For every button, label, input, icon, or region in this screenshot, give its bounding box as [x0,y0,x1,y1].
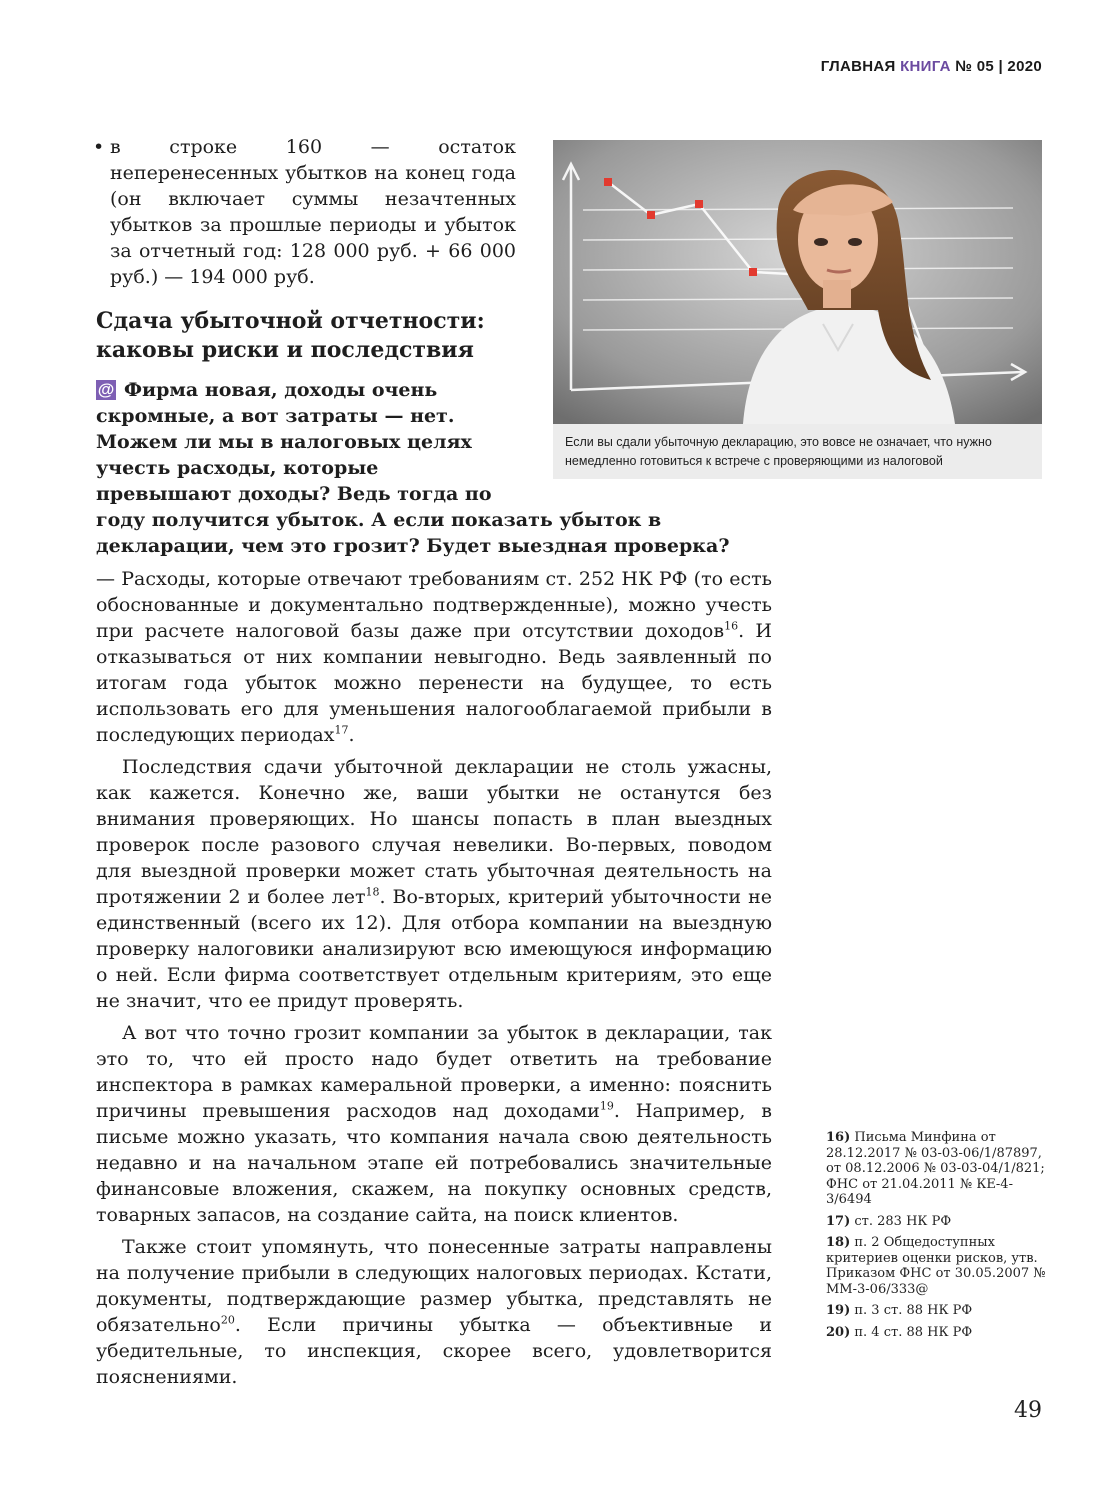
email-at-icon: @ [97,380,115,399]
answer-paragraph: Также стоит упомянуть, что понесенные затраты направлены на получение прибыли в следующих налоговых периодах. Кстати, документы, подтверждающие размер убытка, представлять не обязательно$^{20}$. Если причины убытка — объективные и убедительные, то инспекция, скорее всего, удовлетворится пояснениями. [96,1236,772,1388]
footnote-item: 19) п. 3 ст. 88 НК РФ [826,1303,973,1318]
bullet-marker: • [93,136,105,158]
bullet-item [93,134,516,290]
photo-figure [553,140,1042,480]
footnote-item: 18) п. 2 Общедоступных критериев оценки рисков, утв. Приказом ФНС от 30.05.2007 № ММ-3-06/333@ [826,1235,1046,1297]
page-number: 49 [1014,1398,1042,1423]
footnote-ref[interactable]: 18 [365,885,380,899]
magazine-title-accent: КНИГА [900,58,951,75]
footnote-item: 16) Письма Минфина от 28.12.2017 № 03-03-06/1/87897, от 08.12.2006 № 03-03-04/1/821; ФНС от 21.04.2011 № КЕ-4-3/6494 [826,1130,1045,1207]
photo-stressed-woman [553,140,1042,424]
footnotes [826,1130,1056,1346]
bullet-text: в строке 160 — остаток неперенесенных убытков на конец года (он включает суммы незачтенных убытков за прошлые периоды и убыток за отчетный год: 128 000 руб. + 66 000 руб.) — 194 000 руб. [110,136,516,288]
section-title-line: Сдача убыточной отчетности: [96,308,485,334]
answer-paragraph: — Расходы, которые отвечают требованиям ст. 252 НК РФ (то есть обоснованные и документально подтвержденные), можно учесть при расчете налоговой базы даже при отсутствии доходов$^{16}$. И отказываться от них компании невыгодно. Ведь заявленный по итогам года убыток можно перенести на будущее, то есть использовать его для уменьшения налогооблагаемой прибыли в последующих периодах$^{17}$. [96,568,772,746]
magazine-title: ГЛАВНАЯ [820,58,901,75]
section-title-line: каковы риски и последствия [96,337,474,363]
footnote-item: 17) ст. 283 НК РФ [826,1213,952,1229]
issue-number: № 05 | 2020 [950,58,1042,75]
photo-caption: Если вы сдали убыточную декларацию, это вовсе не означает, что нужно немедленно готовиться к встрече с проверяющими из налоговой [553,424,1042,479]
footnote-ref[interactable]: 19 [599,1099,614,1113]
section-title [96,307,516,365]
answer-paragraph: Последствия сдачи убыточной декларации не столь ужасны, как кажется. Конечно же, ваши убытки не останутся без внимания проверяющих. Но шансы попасть в план выездных проверок после разового случая невелики. Во-первых, поводом для выездной проверки может стать убыточная деятельность на протяжении 2 и более лет$^{18}$. Во-вторых, критерий убыточности не единственный (всего их 12). Для отбора компании на выездную проверку налоговики анализируют всю имеющуюся информацию о ней. Если фирма соответствует отдельным критериям, это еще не значит, что ее придут проверять. [96,756,772,1012]
footnote-item: 20) п. 4 ст. 88 НК РФ [826,1324,973,1340]
magazine-header [821,58,1042,75]
answer-paragraph: А вот что точно грозит компании за убыток в декларации, так это то, что ей просто надо будет ответить на требование инспектора в рамках камеральной проверки, а именно: пояснить причины превышения расходов над доходами$^{19}$. Например, в письме можно указать, что компания начала свою деятельность недавно и на начальном этапе ей потребовались значительные финансовые вложения, скажем, на покупку основных средств, товарных запасов, на создание сайта, на поиск клиентов. [96,1022,772,1226]
question-text: Фирма новая, доходы очень скромные, а вот затраты — нет. Можем ли мы в налоговых целях учесть расходы, которые превышают доходы? Ведь тогда по году получится убыток. А если показать убыток в декларации, чем это грозит? Будет выездная проверка? [96,379,730,557]
answer-body [96,566,772,1396]
footnote-ref[interactable]: 17 [334,723,349,737]
footnote-ref[interactable]: 16 [724,619,739,633]
footnote-ref[interactable]: 20 [220,1313,235,1327]
